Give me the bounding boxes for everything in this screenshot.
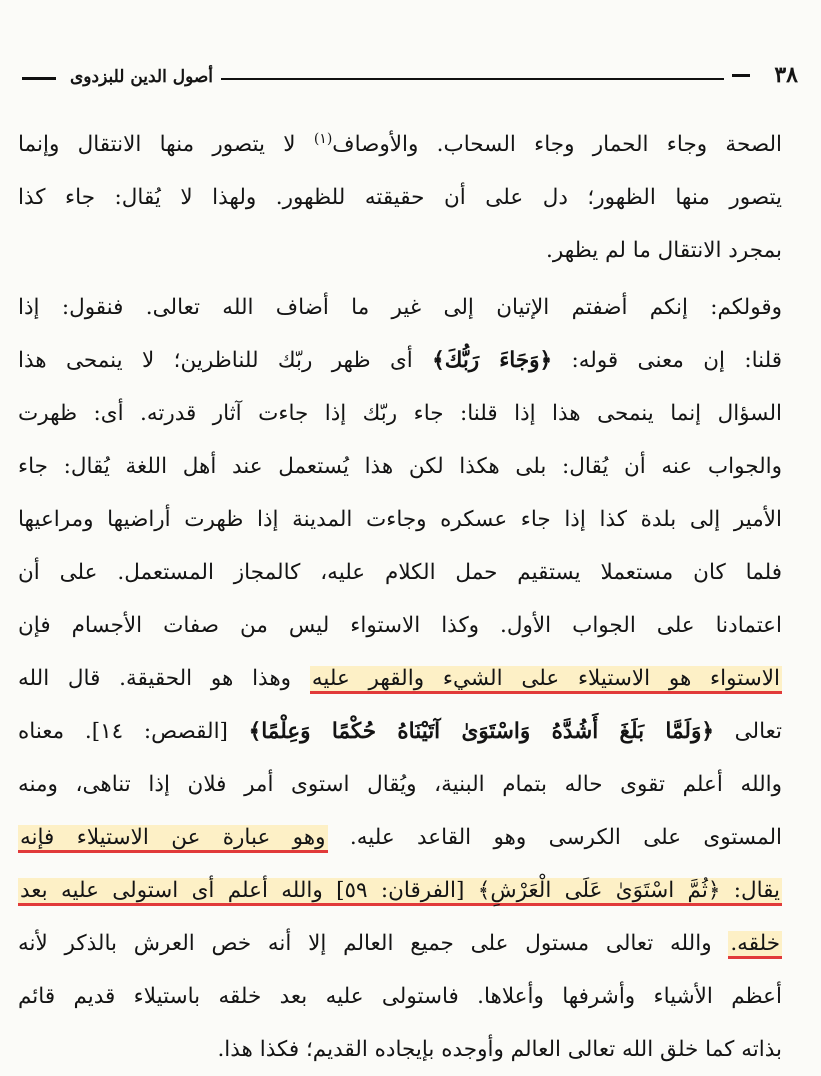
highlighted-text: الاستواء هو الاستيلاء على الشيء والقهر عليه <box>311 666 780 691</box>
text-segment: أى ظهر ربّك للناظرين؛ لا ينمحى هذا <box>18 348 433 373</box>
page-number: ٣٨ <box>766 60 798 90</box>
page-header <box>22 60 798 100</box>
text-segment: أعظم الأشياء وأشرفها وأعلاها. فاستولى عليه بعد خلقه باستيلاء قديم قائم <box>18 984 782 1009</box>
running-title: أصول الدين للبزدوى <box>62 64 221 90</box>
text-segment: والجواب عنه أن يُقال: بلى هكذا لكن هذا يُستعمل عند أهل اللغة يُقال: جاء <box>18 454 782 479</box>
footnote-marker: (١) <box>313 131 333 147</box>
header-dash <box>22 77 56 80</box>
text-segment: فلما كان مستعملا يستقيم حمل الكلام عليه، كالمجاز المستعمل. على أن <box>18 560 782 585</box>
quran-verse: ﴿وَلَمَّا بَلَغَ أَشُدَّهُ وَاسْتَوَىٰ آتَيْنَاهُ حُكْمًا وَعِلْمًا﴾ <box>248 719 714 744</box>
text-segment: وقولكم: إنكم أضفتم الإتيان إلى غير ما أضاف الله تعالى. فنقول: إذا <box>18 295 782 320</box>
text-segment: والله أعلم تقوى حاله بتمام البنية، ويُقال استوى أمر فلان إذا تناهى، ومنه <box>18 772 782 797</box>
text-segment: والله تعالى مستول على جميع العالم إلا أنه خص العرش بالذكر لأنه <box>18 931 729 956</box>
text-segment: بمجرد الانتقال ما لم يظهر. <box>546 238 782 263</box>
text-line <box>18 652 782 705</box>
highlighted-text: وهو عبارة عن الاستيلاء فإنه <box>20 825 326 850</box>
text-line <box>18 493 782 546</box>
text-line <box>18 334 782 387</box>
header-dash <box>732 74 750 77</box>
highlighted-text: خلقه. <box>730 931 780 956</box>
text-segment: الأمير إلى بلدة كذا إذا جاء عسكره وجاءت المدينة إذا ظهرت أراضيها ومراعيها <box>18 507 782 532</box>
text-segment: المستوى على الكرسى وهو القاعد عليه. <box>327 825 782 850</box>
text-line <box>18 864 782 917</box>
text-segment: وهذا هو الحقيقة. قال الله <box>18 666 310 691</box>
text-segment: [القصص: ١٤]. معناه <box>18 719 249 744</box>
text-segment: بذاته كما خلق الله تعالى العالم وأوجده بإيجاده القديم؛ فكذا هذا. <box>217 1037 782 1062</box>
text-segment: لا يتصور منها الانتقال وإنما <box>18 132 314 157</box>
text-line <box>18 705 782 758</box>
highlighted-text: يقال: ﴿ثُمَّ اسْتَوَىٰ عَلَى الْعَرْشِ﴾ [الفرقان: ٥٩] والله أعلم أى استولى عليه بعد <box>20 878 780 903</box>
text-line <box>18 546 782 599</box>
text-line <box>18 758 782 811</box>
text-segment: يتصور منها الظهور؛ دل على أن حقيقته للظهور. ولهذا لا يُقال: جاء كذا <box>18 185 782 210</box>
text-line <box>18 599 782 652</box>
text-line <box>18 171 782 224</box>
text-line <box>18 224 782 277</box>
text-segment: اعتمادنا على الجواب الأول. وكذا الاستواء ليس من صفات الأجسام فإن <box>18 613 782 638</box>
text-line <box>18 118 782 171</box>
text-segment: قلنا: إن معنى قوله: <box>552 348 783 373</box>
quran-verse: ﴿وَجَاءَ رَبُّكَ﴾ <box>432 348 553 373</box>
text-line <box>18 387 782 440</box>
text-line <box>18 1023 782 1076</box>
text-line <box>18 440 782 493</box>
body-text <box>18 118 782 1076</box>
text-line <box>18 917 782 970</box>
text-segment: السؤال إنما ينمحى هذا إذا قلنا: جاء ربّك إذا جاءت آثار قدرته. أى: ظهرت <box>18 401 782 426</box>
text-line <box>18 811 782 864</box>
text-segment: تعالى <box>713 719 783 744</box>
text-line <box>18 281 782 334</box>
text-segment: الصحة وجاء الحمار وجاء السحاب. والأوصاف <box>332 132 782 157</box>
text-line <box>18 970 782 1023</box>
